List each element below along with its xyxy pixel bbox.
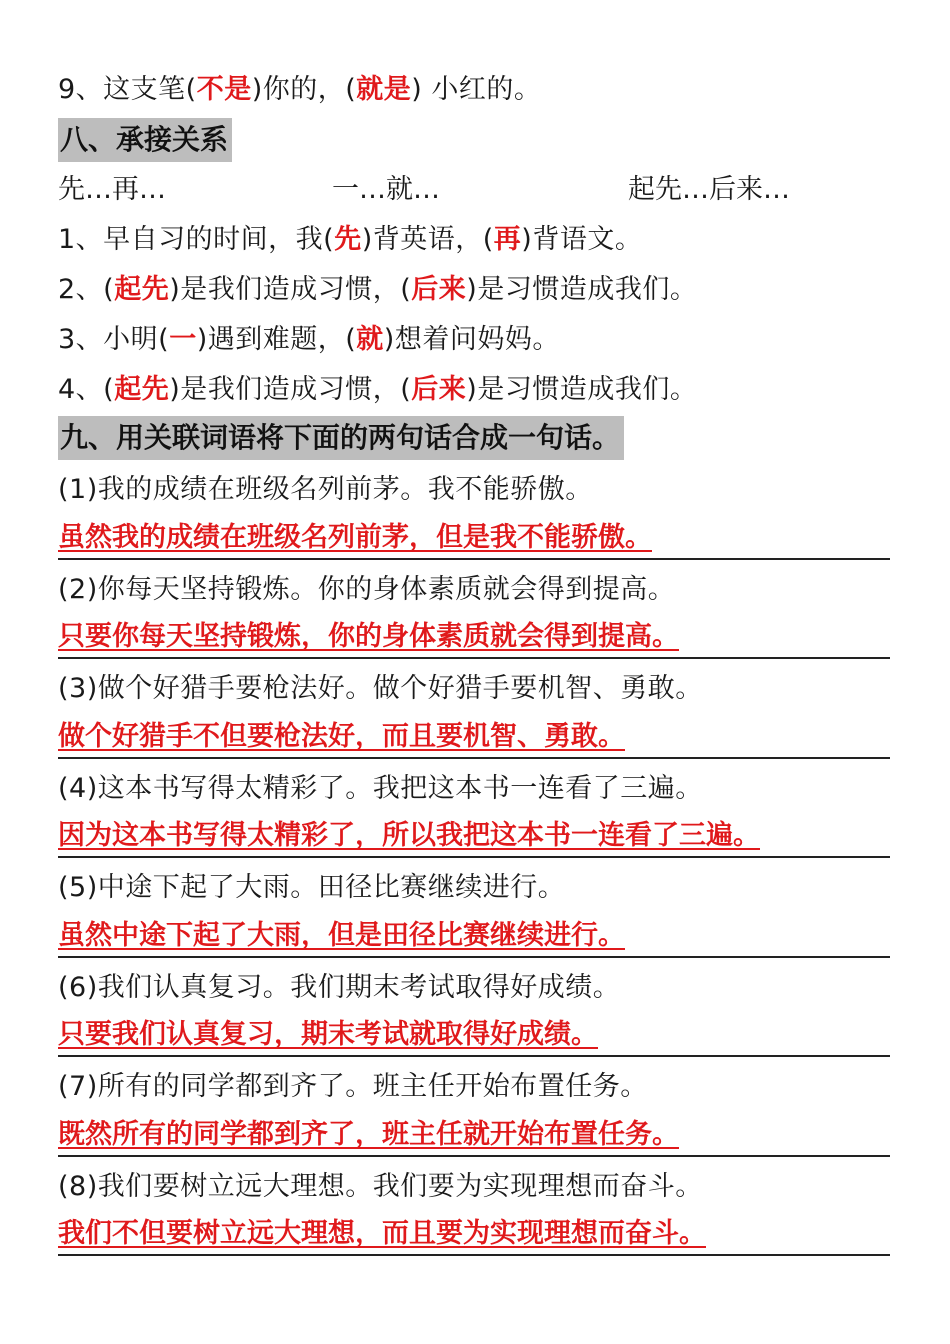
item-9-answer-1: 不是 bbox=[196, 74, 252, 105]
item-9-text-end: ) 小红的。 bbox=[411, 74, 542, 105]
item-answer: 就 bbox=[356, 324, 384, 355]
answer-line: 因为这本书写得太精彩了，所以我把这本书一连看了三遍。 bbox=[58, 818, 890, 858]
section-8-item bbox=[58, 222, 642, 258]
answer-line: 我们不但要树立远大理想，而且要为实现理想而奋斗。 bbox=[58, 1216, 890, 1256]
question-line: (5)中途下起了大雨。田径比赛继续进行。 bbox=[58, 872, 566, 903]
item-text: 4、( bbox=[58, 374, 115, 405]
answer-line: 虽然我的成绩在班级名列前茅，但是我不能骄傲。 bbox=[58, 520, 890, 560]
question-line: (6)我们认真复习。我们期末考试取得好成绩。 bbox=[58, 972, 621, 1003]
item-9 bbox=[58, 72, 541, 108]
question-line: (8)我们要树立远大理想。我们要为实现理想而奋斗。 bbox=[58, 1171, 703, 1202]
question-line: (4)这本书写得太精彩了。我把这本书一连看了三遍。 bbox=[58, 773, 703, 804]
answer-line: 虽然中途下起了大雨，但是田径比赛继续进行。 bbox=[58, 918, 890, 958]
connector-1: 先…再… bbox=[58, 174, 166, 205]
item-text: )背英语，( bbox=[361, 224, 494, 255]
connector-2: 一…就… bbox=[332, 174, 440, 205]
section-9-heading: 九、用关联词语将下面的两句话合成一句话。 bbox=[58, 416, 624, 460]
item-text: 2、( bbox=[58, 274, 115, 305]
answer-line: 只要我们认真复习，期末考试就取得好成绩。 bbox=[58, 1017, 890, 1057]
question-line: (3)做个好猎手要枪法好。做个好猎手要机智、勇敢。 bbox=[58, 673, 703, 704]
item-answer: 后来 bbox=[411, 374, 467, 405]
section-8-item bbox=[58, 272, 697, 308]
section-8-item bbox=[58, 372, 697, 408]
item-answer: 先 bbox=[334, 224, 362, 255]
item-9-text-start: 9、这支笔( bbox=[58, 74, 197, 105]
item-text: )是习惯造成我们。 bbox=[466, 274, 698, 305]
item-answer: 起先 bbox=[114, 374, 170, 405]
answer-line: 做个好猎手不但要枪法好，而且要机智、勇敢。 bbox=[58, 719, 890, 759]
item-answer: 再 bbox=[493, 224, 522, 255]
item-text: )想着问妈妈。 bbox=[383, 324, 560, 355]
item-9-text-mid: )你的，( bbox=[251, 74, 357, 105]
answer-line: 既然所有的同学都到齐了，班主任就开始布置任务。 bbox=[58, 1117, 890, 1157]
item-text: )背语文。 bbox=[521, 224, 643, 255]
section-8-item bbox=[58, 322, 560, 358]
item-text: )是习惯造成我们。 bbox=[466, 374, 698, 405]
item-answer: 后来 bbox=[411, 274, 467, 305]
item-text: )遇到难题，( bbox=[196, 324, 357, 355]
question-line: (2)你每天坚持锻炼。你的身体素质就会得到提高。 bbox=[58, 574, 676, 605]
connector-row bbox=[58, 172, 898, 208]
section-8-heading: 八、承接关系 bbox=[58, 118, 232, 162]
item-text: )是我们造成习惯，( bbox=[169, 374, 412, 405]
item-9-answer-2: 就是 bbox=[356, 74, 412, 105]
connector-3: 起先…后来… bbox=[628, 174, 790, 205]
question-line: (7)所有的同学都到齐了。班主任开始布置任务。 bbox=[58, 1071, 648, 1102]
item-answer: 一 bbox=[169, 324, 197, 355]
item-text: 3、小明( bbox=[58, 324, 170, 355]
item-text: 1、早自习的时间，我( bbox=[58, 224, 335, 255]
question-line: (1)我的成绩在班级名列前茅。我不能骄傲。 bbox=[58, 474, 593, 505]
answer-line: 只要你每天坚持锻炼，你的身体素质就会得到提高。 bbox=[58, 619, 890, 659]
item-text: )是我们造成习惯，( bbox=[169, 274, 412, 305]
item-answer: 起先 bbox=[114, 274, 170, 305]
